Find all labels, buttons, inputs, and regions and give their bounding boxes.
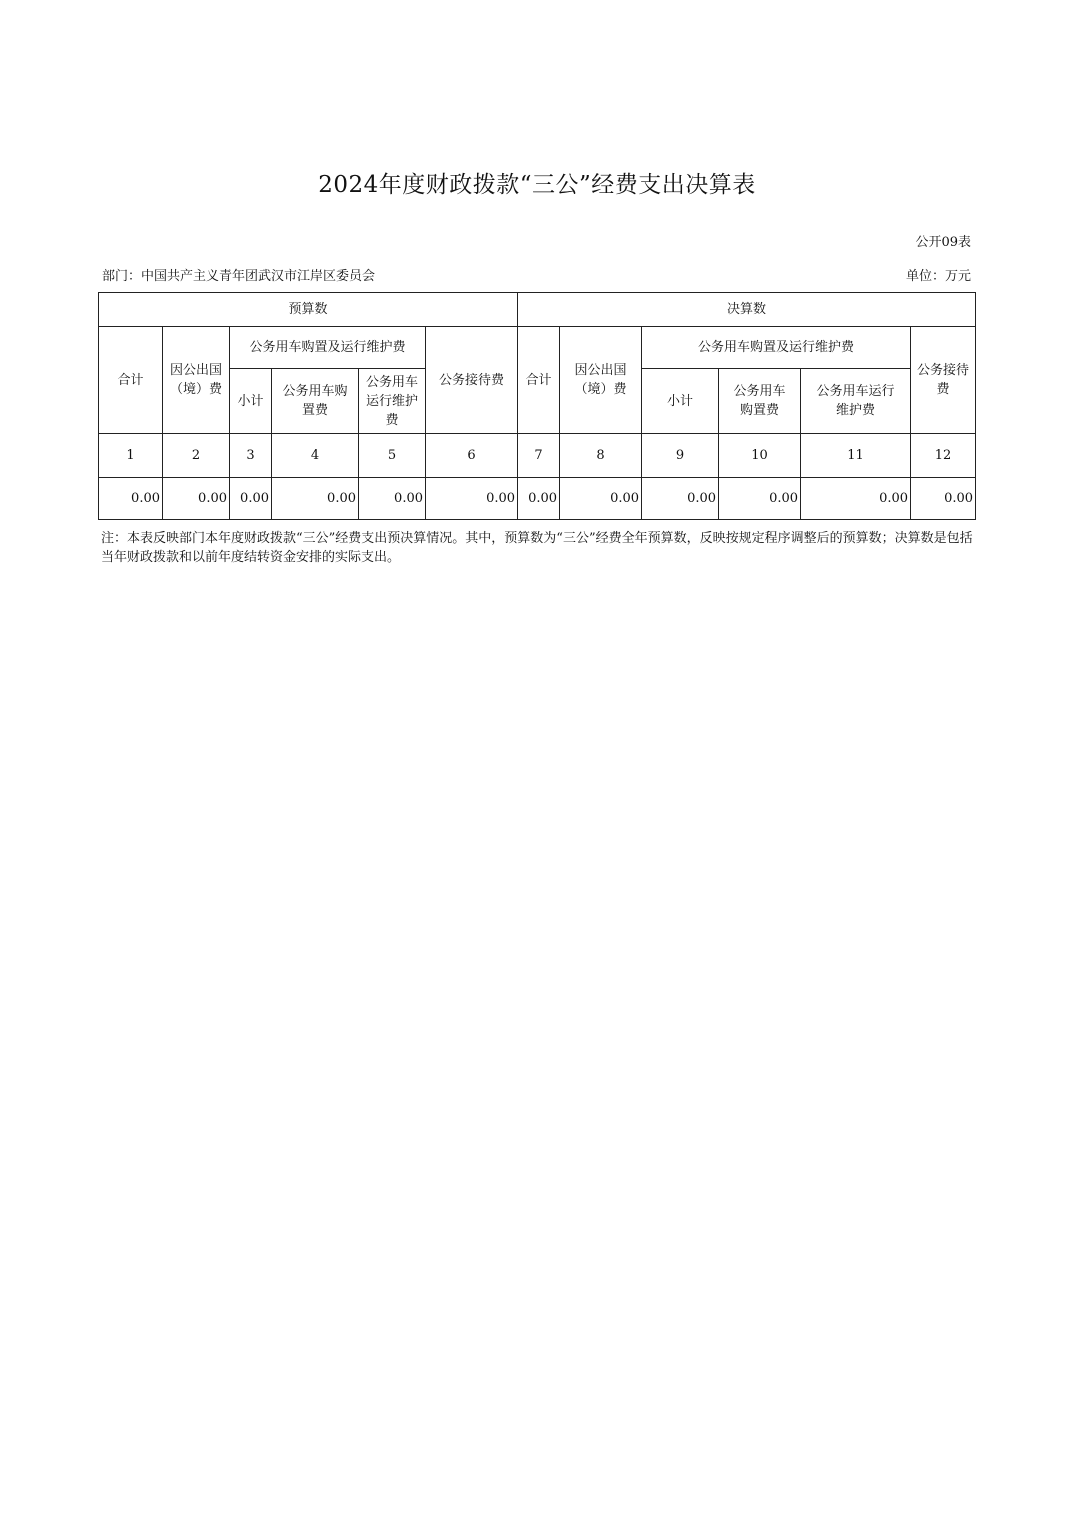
column-number-row <box>99 434 976 478</box>
form-number: 公开09表 <box>915 235 971 250</box>
column-number: 9 <box>642 434 719 478</box>
budget-reception-header: 公务接待费 <box>426 327 518 434</box>
final-subtotal-header: 小计 <box>642 369 719 434</box>
final-reception-header: 公务接待费 <box>911 327 976 434</box>
value-cell: 0.00 <box>359 478 426 520</box>
budget-vehicle-operation-header: 公务用车运行维护费 <box>359 369 426 434</box>
budget-total-header: 合计 <box>99 327 163 434</box>
column-number: 7 <box>518 434 560 478</box>
value-cell: 0.00 <box>642 478 719 520</box>
column-number: 1 <box>99 434 163 478</box>
budget-subtotal-header: 小计 <box>230 369 272 434</box>
value-row <box>99 478 976 520</box>
value-cell: 0.00 <box>230 478 272 520</box>
column-number: 2 <box>163 434 230 478</box>
value-cell: 0.00 <box>163 478 230 520</box>
final-abroad-header: 因公出国（境）费 <box>560 327 642 434</box>
value-cell: 0.00 <box>719 478 801 520</box>
column-number: 8 <box>560 434 642 478</box>
department-label: 部门：中国共产主义青年团武汉市江岸区委员会 <box>102 269 376 284</box>
page-title: 2024年度财政拨款“三公”经费支出决算表 <box>318 172 756 198</box>
final-vehicle-group-header: 公务用车购置及运行维护费 <box>642 327 911 369</box>
column-number: 10 <box>719 434 801 478</box>
value-cell: 0.00 <box>801 478 911 520</box>
column-number: 4 <box>272 434 359 478</box>
value-cell: 0.00 <box>99 478 163 520</box>
expense-table <box>98 292 976 520</box>
budget-vehicle-purchase-header: 公务用车购置费 <box>272 369 359 434</box>
column-number: 5 <box>359 434 426 478</box>
table-note: 注：本表反映部门本年度财政拨款“三公”经费支出预决算情况。其中，预算数为“三公”经费全年预算数，反映按规定程序调整后的预算数；决算数是包括当年财政拨款和以前年度结转资金安排的实际支出。 <box>101 531 973 565</box>
budget-abroad-header: 因公出国（境）费 <box>163 327 230 434</box>
column-number: 3 <box>230 434 272 478</box>
column-number: 6 <box>426 434 518 478</box>
value-cell: 0.00 <box>560 478 642 520</box>
final-total-header: 合计 <box>518 327 560 434</box>
budget-vehicle-group-header: 公务用车购置及运行维护费 <box>230 327 426 369</box>
value-cell: 0.00 <box>272 478 359 520</box>
value-cell: 0.00 <box>426 478 518 520</box>
column-number: 12 <box>911 434 976 478</box>
header-row-2 <box>99 327 976 369</box>
header-row-1 <box>99 293 976 327</box>
final-vehicle-purchase-header: 公务用车购置费 <box>719 369 801 434</box>
final-vehicle-operation-header: 公务用车运行维护费 <box>801 369 911 434</box>
budget-header: 预算数 <box>99 293 518 327</box>
value-cell: 0.00 <box>518 478 560 520</box>
unit-label: 单位：万元 <box>905 269 971 284</box>
column-number: 11 <box>801 434 911 478</box>
value-cell: 0.00 <box>911 478 976 520</box>
final-header: 决算数 <box>518 293 976 327</box>
